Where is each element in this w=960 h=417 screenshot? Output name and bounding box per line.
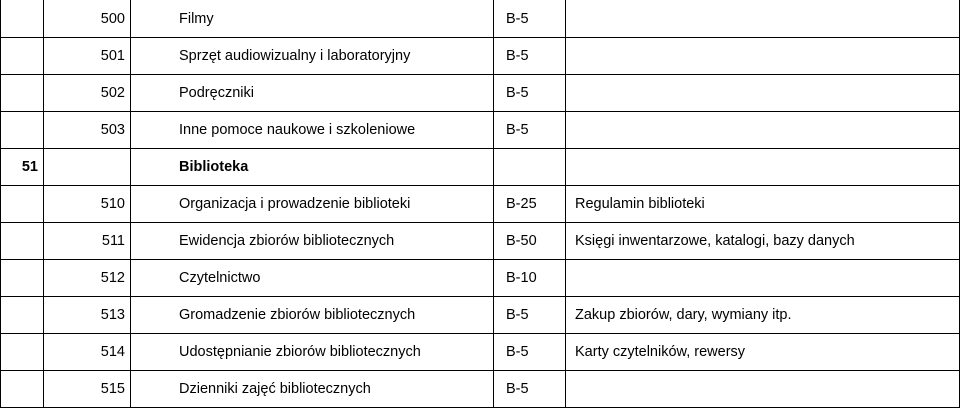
- group-code-cell: [1, 186, 44, 223]
- group-code-cell: [1, 0, 44, 38]
- notes-cell: [566, 0, 960, 38]
- item-name-cell: Dzienniki zajęć bibliotecznych: [131, 371, 494, 408]
- group-code-cell: 51: [1, 149, 44, 186]
- section-header-row: [1, 149, 960, 186]
- group-code-cell: [1, 112, 44, 149]
- item-code-cell: 513: [44, 297, 131, 334]
- item-name-cell: Podręczniki: [131, 75, 494, 112]
- table-row: [1, 112, 960, 149]
- item-name-cell: Sprzęt audiowizualny i laboratoryjny: [131, 38, 494, 75]
- archive-category-cell: [494, 149, 566, 186]
- table-row: [1, 75, 960, 112]
- archive-category-cell: B-5: [494, 112, 566, 149]
- archive-category-cell: B-5: [494, 297, 566, 334]
- item-name-cell: Organizacja i prowadzenie biblioteki: [131, 186, 494, 223]
- item-name-cell: Gromadzenie zbiorów bibliotecznych: [131, 297, 494, 334]
- notes-cell: Księgi inwentarzowe, katalogi, bazy danych: [566, 223, 960, 260]
- archive-category-cell: B-10: [494, 260, 566, 297]
- item-name-cell: Filmy: [131, 0, 494, 38]
- item-code-cell: 515: [44, 371, 131, 408]
- archive-category-cell: B-5: [494, 75, 566, 112]
- item-name-cell: Czytelnictwo: [131, 260, 494, 297]
- group-code-cell: [1, 260, 44, 297]
- item-name-cell: Udostępnianie zbiorów bibliotecznych: [131, 334, 494, 371]
- table-row: [1, 297, 960, 334]
- archive-category-cell: B-25: [494, 186, 566, 223]
- item-code-cell: [44, 149, 131, 186]
- group-code-cell: [1, 223, 44, 260]
- notes-cell: [566, 149, 960, 186]
- group-code-cell: [1, 334, 44, 371]
- notes-cell: [566, 38, 960, 75]
- item-code-cell: 503: [44, 112, 131, 149]
- archive-category-cell: B-5: [494, 38, 566, 75]
- item-code-cell: 500: [44, 0, 131, 38]
- item-code-cell: 501: [44, 38, 131, 75]
- notes-cell: [566, 260, 960, 297]
- archive-category-cell: B-50: [494, 223, 566, 260]
- item-name-cell: Inne pomoce naukowe i szkoleniowe: [131, 112, 494, 149]
- item-code-cell: 514: [44, 334, 131, 371]
- group-code-cell: [1, 38, 44, 75]
- archive-category-cell: B-5: [494, 371, 566, 408]
- archive-category-cell: B-5: [494, 0, 566, 38]
- table-row: [1, 186, 960, 223]
- notes-cell: [566, 75, 960, 112]
- notes-cell: Karty czytelników, rewersy: [566, 334, 960, 371]
- table-row: [1, 0, 960, 38]
- table-row: [1, 371, 960, 408]
- item-code-cell: 510: [44, 186, 131, 223]
- notes-cell: [566, 371, 960, 408]
- notes-cell: [566, 112, 960, 149]
- item-code-cell: 502: [44, 75, 131, 112]
- item-code-cell: 512: [44, 260, 131, 297]
- table-row: [1, 38, 960, 75]
- item-code-cell: 511: [44, 223, 131, 260]
- group-code-cell: [1, 75, 44, 112]
- notes-cell: Zakup zbiorów, dary, wymiany itp.: [566, 297, 960, 334]
- table-row: [1, 223, 960, 260]
- group-code-cell: [1, 371, 44, 408]
- table-row: [1, 260, 960, 297]
- section-title-cell: Biblioteka: [131, 149, 494, 186]
- group-code-cell: [1, 297, 44, 334]
- archive-category-cell: B-5: [494, 334, 566, 371]
- notes-cell: Regulamin biblioteki: [566, 186, 960, 223]
- table-row: [1, 334, 960, 371]
- item-name-cell: Ewidencja zbiorów bibliotecznych: [131, 223, 494, 260]
